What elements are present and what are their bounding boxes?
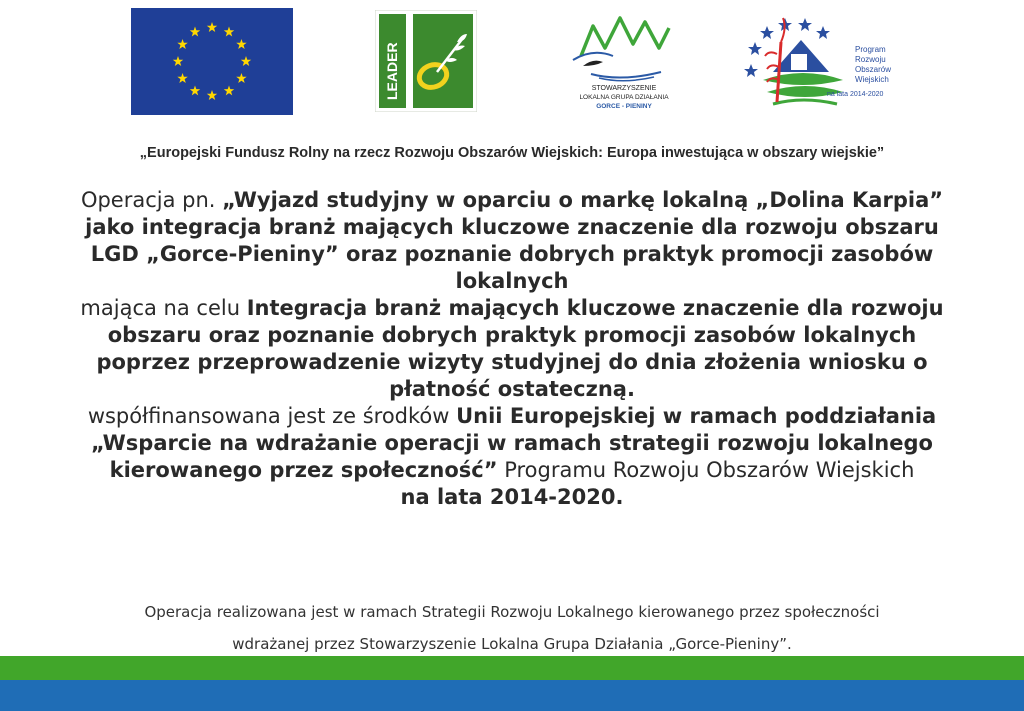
lgd-line2: LOKALNA GRUPA DZIAŁANIA (579, 94, 669, 101)
desc-line-5 (40, 295, 984, 322)
desc-line-4: lokalnych (455, 269, 569, 293)
leader-text: LEADER (384, 42, 400, 100)
prow-line2: Rozwoju (855, 55, 886, 64)
prow-logo-icon (743, 12, 933, 114)
desc-line-1-normal: Operacja pn. (80, 188, 223, 212)
leader-icon (375, 10, 477, 112)
prow-line4: Wiejskich (855, 75, 889, 84)
desc-line-5-normal: mająca na celu (80, 296, 247, 320)
operation-description (40, 187, 984, 511)
desc-line-10: „Wsparcie na wdrażanie operacji w ramach strategii rozwoju lokalnego (91, 431, 933, 455)
desc-line-12: na lata 2014-2020. (400, 485, 624, 509)
lgd-line3: GORCE - PIENINY (596, 103, 652, 110)
desc-line-3: LGD „Gorce-Pieniny” oraz poznanie dobrych praktyk promocji zasobów (90, 242, 934, 266)
prow-line5: na lata 2014-2020 (827, 91, 884, 98)
desc-line-5-bold: Integracja branż mających kluczowe znaczenie dla rozwoju (246, 296, 944, 320)
prow-line3: Obszarów (855, 65, 892, 74)
lgd-line1: STOWARZYSZENIE (591, 85, 657, 92)
desc-line-9-bold: Unii Europejskiej w ramach poddziałania (456, 404, 937, 428)
footer-line-1: Operacja realizowana jest w ramach Strategii Rozwoju Lokalnego kierowanego przez społeczności (144, 603, 880, 621)
mountain-logo-icon (565, 8, 683, 114)
desc-line-9 (40, 403, 984, 430)
desc-line-11 (40, 457, 984, 484)
desc-line-6: obszaru oraz poznanie dobrych praktyk promocji zasobów lokalnych (107, 323, 917, 347)
desc-line-8: płatność ostateczną. (389, 377, 635, 401)
footer-line-2: wdrażanej przez Stowarzyszenie Lokalna Grupa Działania „Gorce-Pieniny”. (232, 635, 792, 653)
footer-note (0, 596, 1024, 660)
prow-line1: Program (855, 45, 886, 54)
desc-line-1-bold: „Wyjazd studyjny w oparciu o markę lokalną „Dolina Karpia” (222, 188, 944, 212)
fund-line: „Europejski Fundusz Rolny na rzecz Rozwoju Obszarów Wiejskich: Europa inwestująca w obszary wiejskie” (139, 145, 885, 161)
green-bar (0, 656, 1024, 680)
desc-line-11-normal: Programu Rozwoju Obszarów Wiejskich (497, 458, 915, 482)
desc-line-9-normal: współfinansowana jest ze środków (87, 404, 457, 428)
blue-bar (0, 680, 1024, 711)
desc-line-7: poprzez przeprowadzenie wizyty studyjnej do dnia złożenia wniosku o (96, 350, 928, 374)
desc-line-11-bold: kierowanego przez społeczność” (109, 458, 498, 482)
desc-line-1 (40, 187, 984, 214)
desc-line-2: jako integracja branż mających kluczowe znaczenie dla rozwoju obszaru (85, 215, 939, 239)
eu-flag-icon (131, 8, 293, 115)
logo-strip (0, 0, 1024, 125)
